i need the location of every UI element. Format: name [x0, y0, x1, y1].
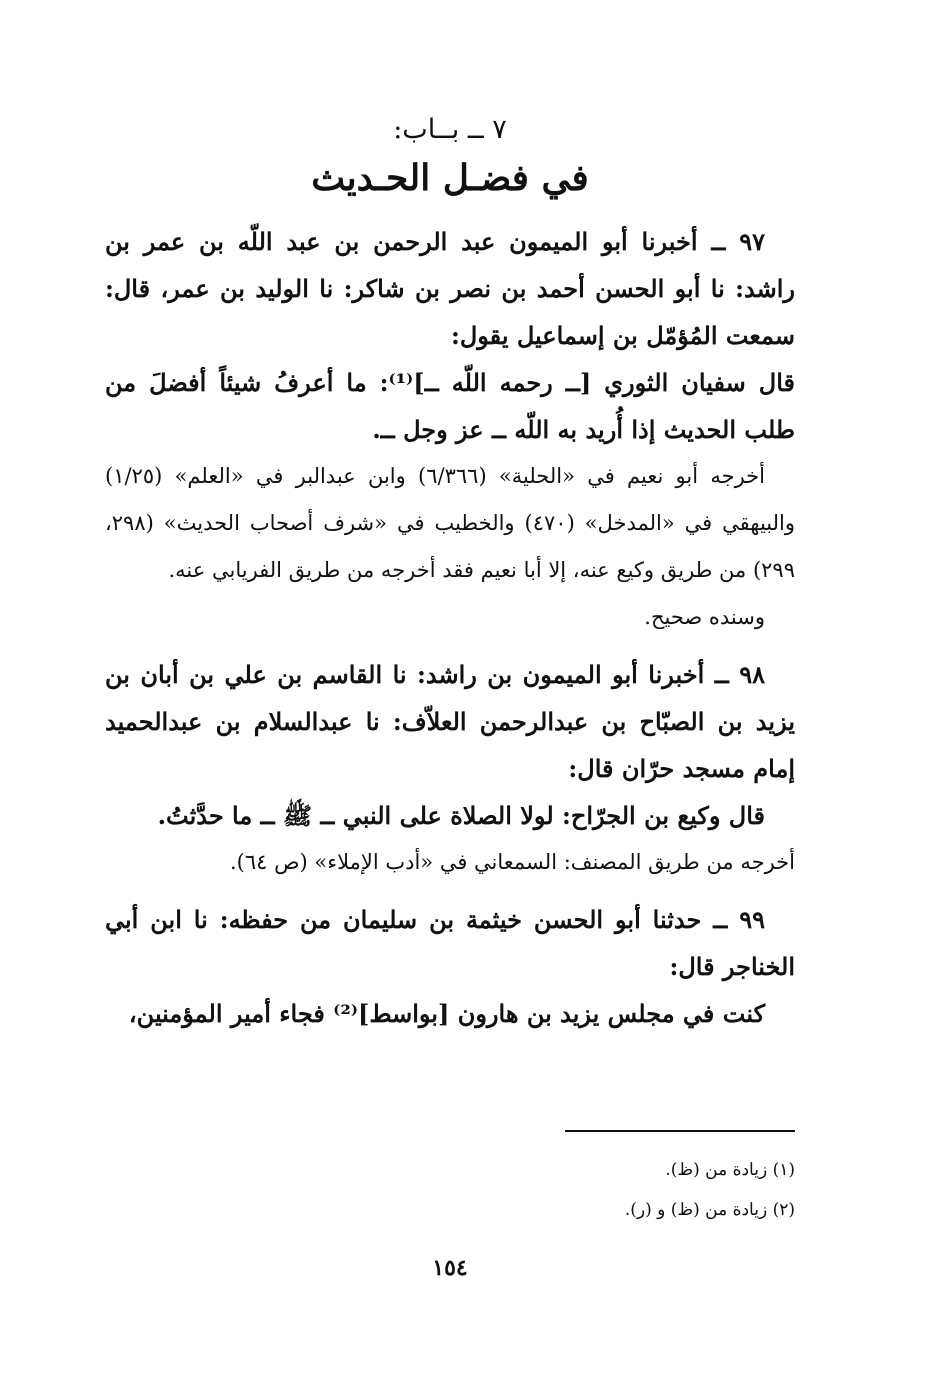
entry-99-isnad: ٩٩ ــ حدثنا أبو الحسن خيثمة بن سليمان من حفظه: نا ابن أبي الخناجر قال:	[105, 905, 795, 981]
entry-99-matn: كنت في مجلس يزيد بن هارون [بواسط]⁽²⁾ فجاء أمير المؤمنين،	[128, 999, 765, 1028]
footnote-separator	[565, 1130, 795, 1132]
entry-97-grade: وسنده صحيح.	[644, 605, 765, 629]
entry-98-matn: قال وكيع بن الجرّاح: لولا الصلاة على النبي ــ ﷺ ــ ما حدَّثتُ.	[157, 801, 765, 830]
chapter-title: في فضـل الحـديث	[311, 157, 589, 199]
entry-97-takhrij: أخرجه أبو نعيم في «الحلية» (٦/٣٦٦) وابن عبدالبر في «العلم» (١/٢٥) والبيهقي في «المدخل» (٤٧٠) والخطيب في «شرف أصحاب الحديث» (٢٩٨، ٢٩٩) من طريق وكيع عنه، إلا أبا نعيم فقد أخرجه من طريق الفريابي عنه.	[105, 464, 795, 582]
entry-98-isnad: ٩٨ ــ أخبرنا أبو الميمون بن راشد: نا القاسم بن علي بن أبان بن يزيد بن الصبّاح بن عبدالرحمن العلاّف: نا عبدالسلام بن عبدالحميد إمام مسجد حرّان قال:	[105, 660, 795, 783]
entry-97-matn: قال سفيان الثوري [ــ رحمه اللّه ــ]⁽¹⁾: ما أعرفُ شيئاً أفضلَ من طلب الحديث إذا أُريد به اللّه ــ عز وجل ــ.	[105, 368, 795, 444]
footnote-1: (١) زيادة من (ظ).	[665, 1160, 795, 1180]
entry-98-takhrij: أخرجه من طريق المصنف: السمعاني في «أدب الإملاء» (ص ٦٤).	[229, 850, 795, 874]
page-number: ١٥٤	[432, 1255, 468, 1281]
chapter-label: ٧ ــ بــاب:	[393, 114, 507, 145]
footnote-2: (٢) زيادة من (ظ) و (ر).	[624, 1200, 795, 1220]
document-page	[105, 110, 795, 1310]
entry-97-isnad: ٩٧ ــ أخبرنا أبو الميمون عبد الرحمن بن عبد اللّه بن عمر بن راشد: نا أبو الحسن أحمد بن نصر بن شاكر: نا الوليد بن عمر، قال: سمعت المُؤمّل بن إسماعيل يقول:	[105, 227, 795, 350]
footnotes	[105, 1150, 795, 1230]
